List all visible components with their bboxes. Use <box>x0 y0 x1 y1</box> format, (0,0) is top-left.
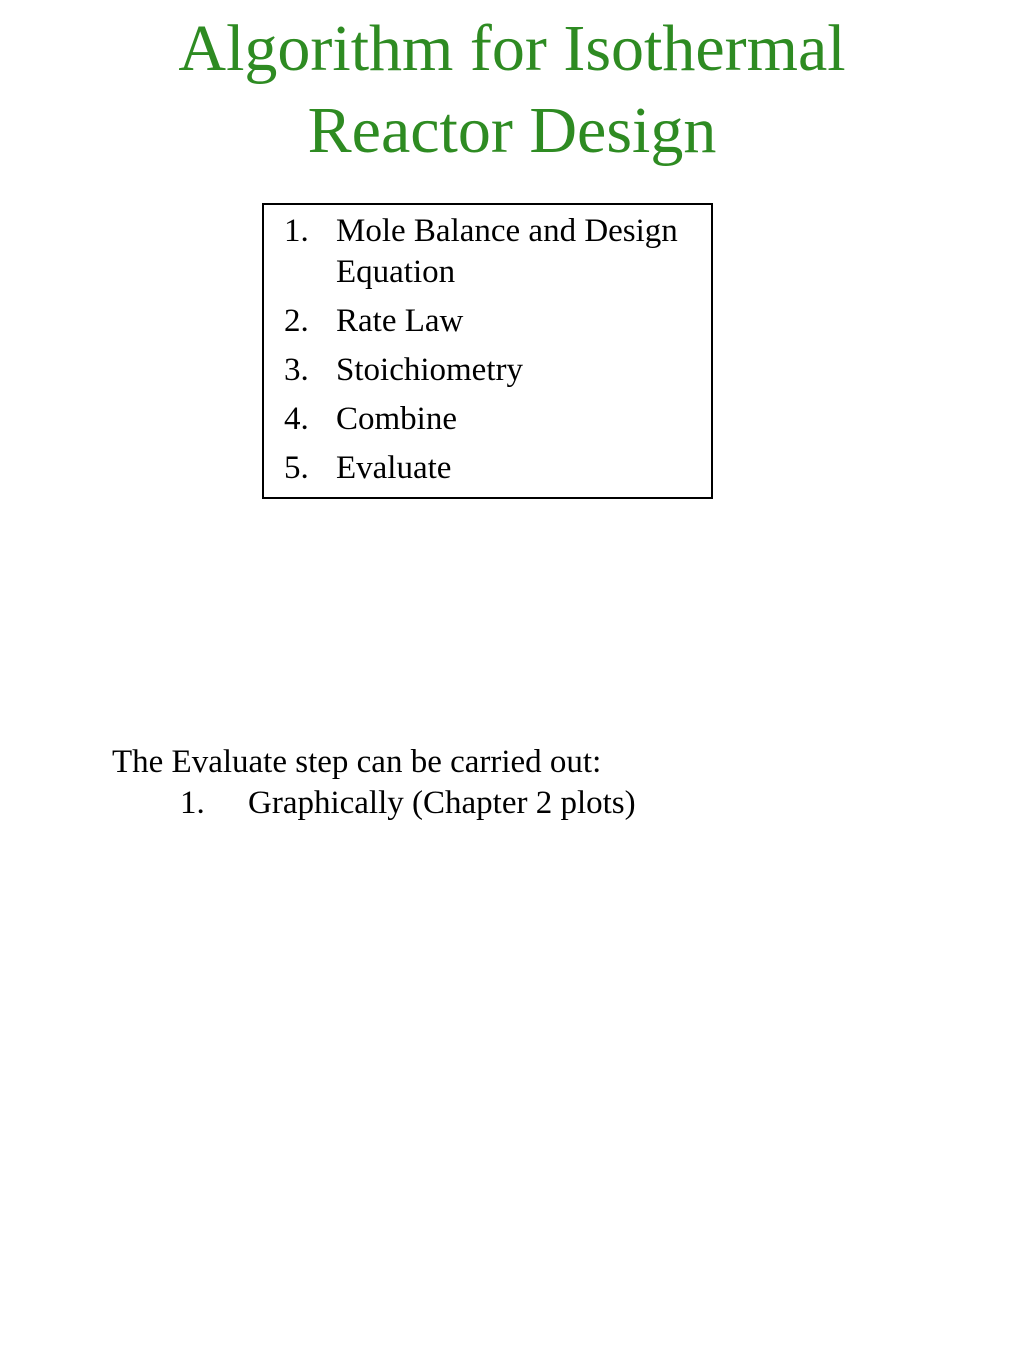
slide-title <box>0 8 1024 172</box>
step-number: 5. <box>284 450 309 486</box>
step-number: 1. <box>284 213 309 249</box>
method-label: Graphically (Chapter 2 plots) <box>248 785 636 821</box>
step-item-4 <box>284 399 704 440</box>
algorithm-steps-box <box>262 203 713 499</box>
step-item-5 <box>284 448 704 489</box>
step-label: Combine <box>336 401 457 437</box>
slide-title-line-1: Algorithm for Isothermal <box>178 12 846 85</box>
evaluate-method-item-1 <box>180 783 636 824</box>
step-number: 2. <box>284 303 309 339</box>
algorithm-steps-list <box>284 211 704 497</box>
method-number: 1. <box>180 785 205 821</box>
step-number: 4. <box>284 401 309 437</box>
slide-title-line-2: Reactor Design <box>307 94 717 167</box>
evaluate-intro-text: The Evaluate step can be carried out: <box>112 744 602 780</box>
step-label: Rate Law <box>336 303 464 339</box>
step-item-1 <box>284 211 704 293</box>
step-label: Stoichiometry <box>336 352 523 388</box>
step-label: Evaluate <box>336 450 452 486</box>
step-item-3 <box>284 350 704 391</box>
step-label: Mole Balance and Design Equation <box>336 213 678 290</box>
step-number: 3. <box>284 352 309 388</box>
step-item-2 <box>284 301 704 342</box>
